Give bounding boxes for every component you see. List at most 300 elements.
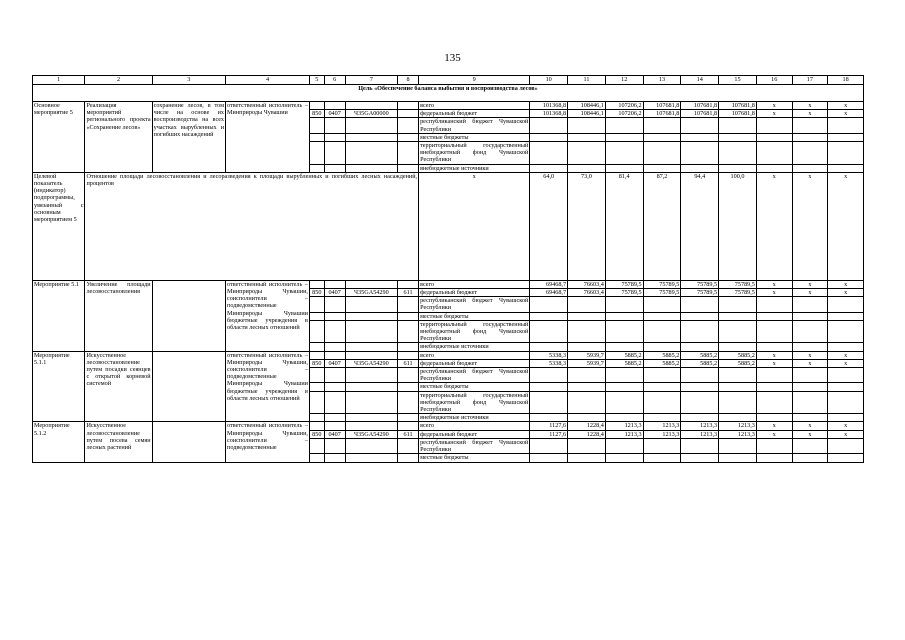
value-cell: x [792, 351, 828, 359]
value-cell: 108446,1 [568, 102, 606, 110]
code-cell [309, 438, 324, 453]
indicator-value: 81,4 [605, 172, 643, 280]
value-cell: x [756, 430, 792, 438]
value-cell [792, 414, 828, 422]
code-cell [398, 142, 419, 165]
code-cell [398, 280, 419, 288]
source-cell: федеральный бюджет [419, 359, 530, 367]
code-cell [345, 454, 397, 462]
source-cell: федеральный бюджет [419, 430, 530, 438]
code-cell [324, 142, 345, 165]
value-cell [530, 320, 568, 343]
value-cell [828, 297, 864, 312]
source-cell: всего [419, 102, 530, 110]
value-cell [530, 391, 568, 414]
code-cell: Ч35GA54290 [345, 359, 397, 367]
value-cell [719, 391, 757, 414]
value-cell [719, 368, 757, 383]
value-cell [792, 118, 828, 133]
value-cell [828, 383, 864, 391]
source-cell: внебюджетные источники [419, 343, 530, 351]
code-cell [345, 297, 397, 312]
value-cell: x [756, 359, 792, 367]
code-cell [309, 351, 324, 359]
code-cell [398, 351, 419, 359]
value-cell [605, 454, 643, 462]
value-cell: 107681,8 [719, 102, 757, 110]
value-cell [681, 142, 719, 165]
code-cell [345, 343, 397, 351]
code-cell: 0407 [324, 110, 345, 118]
value-cell: 1228,4 [568, 430, 606, 438]
value-cell: 1127,6 [530, 430, 568, 438]
header-cell: 5 [309, 76, 324, 85]
value-cell [568, 118, 606, 133]
header-cell: 18 [828, 76, 864, 85]
value-cell: 76603,4 [568, 289, 606, 297]
value-cell: 1213,3 [719, 430, 757, 438]
code-cell [398, 102, 419, 110]
value-cell: 75789,5 [719, 289, 757, 297]
value-cell [756, 454, 792, 462]
value-cell [756, 142, 792, 165]
value-cell [605, 133, 643, 141]
page-number: 135 [444, 52, 461, 64]
code-cell [398, 422, 419, 430]
source-cell: республиканский бюджет Чувашской Республики [420, 297, 529, 312]
goal-title: Цель «Обеспечение баланса выбытия и воспроизводства лесов» [33, 85, 864, 102]
value-cell [605, 164, 643, 172]
value-cell [568, 297, 606, 312]
code-cell [345, 118, 397, 133]
source-cell: территориальный государственный внебюджетный фонд Чувашской Республики [420, 142, 529, 164]
value-cell [643, 142, 681, 165]
code-cell [309, 142, 324, 165]
indicator-value: 100,0 [719, 172, 757, 280]
source-cell: местные бюджеты [419, 383, 530, 391]
value-cell [681, 383, 719, 391]
value-cell [605, 391, 643, 414]
value-cell [643, 368, 681, 383]
value-cell: x [756, 102, 792, 110]
value-cell [568, 142, 606, 165]
code-cell [324, 118, 345, 133]
value-cell [530, 118, 568, 133]
value-cell [828, 391, 864, 414]
value-cell [605, 312, 643, 320]
code-cell [309, 118, 324, 133]
value-cell [828, 438, 864, 453]
value-cell [792, 391, 828, 414]
value-cell [719, 118, 757, 133]
header-cell: 12 [605, 76, 643, 85]
value-cell: 5338,3 [530, 359, 568, 367]
indicator-value: x [756, 172, 792, 280]
value-cell: 75789,5 [605, 280, 643, 288]
indicator-value: 94,4 [681, 172, 719, 280]
code-cell: 850 [309, 289, 324, 297]
value-cell: 76603,4 [568, 280, 606, 288]
value-cell [792, 343, 828, 351]
cell-c2: Реализация мероприятий регионального проекта «Сохранение лесов» [85, 102, 152, 173]
cell-c1: Мероприятие 5.1.2 [33, 422, 85, 462]
value-cell [719, 297, 757, 312]
value-cell [530, 312, 568, 320]
value-cell [681, 320, 719, 343]
value-cell [756, 368, 792, 383]
source-cell: республиканский бюджет Чувашской Республики [420, 118, 529, 133]
value-cell [756, 164, 792, 172]
indicator-row [33, 172, 864, 280]
value-cell [530, 133, 568, 141]
value-cell: 101368,8 [530, 102, 568, 110]
value-cell: x [792, 102, 828, 110]
code-cell [398, 391, 419, 414]
program-table [32, 75, 864, 463]
code-cell [324, 454, 345, 462]
value-cell: x [828, 422, 864, 430]
value-cell [756, 438, 792, 453]
source-cell: федеральный бюджет [419, 289, 530, 297]
code-cell: 611 [398, 289, 419, 297]
value-cell [681, 438, 719, 453]
code-cell [309, 422, 324, 430]
value-cell [643, 383, 681, 391]
source-cell: всего [419, 280, 530, 288]
value-cell [756, 343, 792, 351]
cell-c4: ответственный исполнитель – Минприроды Чувашии, соисполнители – подведомственные [226, 422, 310, 462]
value-cell [756, 414, 792, 422]
value-cell [605, 414, 643, 422]
value-cell: x [756, 351, 792, 359]
value-cell [530, 454, 568, 462]
code-cell [398, 164, 419, 172]
code-cell: 611 [398, 430, 419, 438]
value-cell [792, 164, 828, 172]
value-cell [719, 454, 757, 462]
code-cell [345, 280, 397, 288]
value-cell: 107206,2 [605, 102, 643, 110]
value-cell [828, 414, 864, 422]
value-cell [828, 118, 864, 133]
value-cell [756, 133, 792, 141]
value-cell: x [792, 422, 828, 430]
value-cell [568, 343, 606, 351]
code-cell: 0407 [324, 359, 345, 367]
value-cell [568, 414, 606, 422]
value-cell [568, 391, 606, 414]
cell-c2: Увеличение площади лесовосстановления [85, 280, 152, 351]
code-cell [309, 343, 324, 351]
value-cell [828, 312, 864, 320]
code-cell [309, 414, 324, 422]
value-cell [681, 118, 719, 133]
code-cell [309, 297, 324, 312]
header-cell: 6 [324, 76, 345, 85]
code-cell: 0407 [324, 289, 345, 297]
header-cell: 8 [398, 76, 419, 85]
table-body [33, 76, 864, 463]
value-cell [756, 383, 792, 391]
code-cell [309, 320, 324, 343]
code-cell [324, 343, 345, 351]
source-cell: республиканский бюджет Чувашской Республики [420, 368, 529, 383]
value-cell: 5885,2 [605, 351, 643, 359]
code-cell [398, 368, 419, 383]
value-cell [643, 320, 681, 343]
value-cell [605, 343, 643, 351]
value-cell: 107681,8 [681, 102, 719, 110]
value-cell: 75789,5 [681, 289, 719, 297]
value-cell [756, 297, 792, 312]
value-cell [530, 414, 568, 422]
value-cell [681, 368, 719, 383]
source-cell: внебюджетные источники [419, 414, 530, 422]
value-cell [605, 383, 643, 391]
source-cell: внебюджетные источники [419, 164, 530, 172]
value-cell: 75789,5 [643, 280, 681, 288]
code-cell [309, 102, 324, 110]
code-cell [309, 368, 324, 383]
value-cell: 1213,3 [719, 422, 757, 430]
code-cell [398, 297, 419, 312]
code-cell [324, 280, 345, 288]
value-cell [792, 133, 828, 141]
value-cell: 75789,5 [605, 289, 643, 297]
indicator-c9: x [419, 172, 530, 280]
value-cell [719, 383, 757, 391]
source-cell: территориальный государственный внебюджетный фонд Чувашской Республики [420, 391, 529, 414]
source-cell: территориальный государственный внебюджетный фонд Чувашской Республики [420, 320, 529, 343]
value-cell: 5885,2 [643, 359, 681, 367]
value-cell [681, 454, 719, 462]
header-cell: 4 [226, 76, 310, 85]
header-cell: 3 [152, 76, 225, 85]
value-cell [756, 320, 792, 343]
value-cell [828, 133, 864, 141]
value-cell [605, 320, 643, 343]
value-cell [828, 320, 864, 343]
code-cell [324, 320, 345, 343]
source-cell: республиканский бюджет Чувашской Республики [420, 438, 529, 454]
value-cell [605, 438, 643, 453]
code-cell [345, 142, 397, 165]
cell-c3 [152, 422, 225, 462]
cell-c2: Искусственное лесовосстановление путем посадки сеянцев с открытой корневой системой [85, 351, 152, 422]
value-cell: 69468,7 [530, 289, 568, 297]
value-cell: 5885,2 [605, 359, 643, 367]
value-cell [681, 414, 719, 422]
header-cell: 1 [33, 76, 85, 85]
value-cell [719, 343, 757, 351]
value-cell [530, 343, 568, 351]
value-cell: x [756, 422, 792, 430]
value-cell [792, 383, 828, 391]
source-cell: местные бюджеты [419, 454, 530, 462]
code-cell [398, 133, 419, 141]
value-cell: 1213,3 [605, 422, 643, 430]
source-cell: всего [419, 351, 530, 359]
goal-row [33, 85, 864, 102]
value-cell [719, 320, 757, 343]
value-cell [756, 391, 792, 414]
value-cell [643, 297, 681, 312]
code-cell: Ч35GA54290 [345, 289, 397, 297]
table-row [33, 102, 864, 110]
indicator-text: Отношение площади лесовосстановления и лесоразведения к площади вырубленных и погибших лесных насаждений, процентов [85, 172, 419, 280]
table-row [33, 351, 864, 359]
value-cell [681, 164, 719, 172]
value-cell [643, 312, 681, 320]
value-cell [643, 343, 681, 351]
value-cell: 5885,2 [681, 359, 719, 367]
indicator-value: x [792, 172, 828, 280]
table-row [33, 422, 864, 430]
value-cell: x [828, 102, 864, 110]
code-cell [309, 391, 324, 414]
value-cell [568, 164, 606, 172]
code-cell: 850 [309, 110, 324, 118]
header-cell: 15 [719, 76, 757, 85]
value-cell: 75789,5 [719, 280, 757, 288]
code-cell [309, 164, 324, 172]
value-cell [643, 164, 681, 172]
value-cell: 75789,5 [643, 289, 681, 297]
cell-c4: ответственный исполнитель – Минприроды Чувашии, соисполнители – подведомственные Минприроды Чувашии бюджетные учреждения в области лесных отношений [226, 351, 310, 422]
header-cell: 2 [85, 76, 152, 85]
value-cell: x [828, 280, 864, 288]
value-cell [530, 142, 568, 165]
header-cell: 13 [643, 76, 681, 85]
value-cell: 1213,3 [681, 422, 719, 430]
value-cell: x [792, 110, 828, 118]
value-cell: 108446,1 [568, 110, 606, 118]
value-cell: 107206,2 [605, 110, 643, 118]
cell-c3: сохранение лесов, в том числе на основе их воспроизводства на всех участках вырубленных и погибших насаждений [152, 102, 225, 173]
code-cell: 0407 [324, 430, 345, 438]
source-cell: федеральный бюджет [419, 110, 530, 118]
value-cell: x [828, 289, 864, 297]
code-cell [309, 312, 324, 320]
table-row [33, 280, 864, 288]
value-cell: 107681,8 [643, 102, 681, 110]
value-cell [568, 438, 606, 453]
code-cell [324, 422, 345, 430]
value-cell: 1228,4 [568, 422, 606, 430]
value-cell: 5885,2 [719, 359, 757, 367]
value-cell [792, 142, 828, 165]
value-cell [568, 133, 606, 141]
value-cell [828, 164, 864, 172]
value-cell: 5939,7 [568, 359, 606, 367]
value-cell [530, 164, 568, 172]
value-cell: 5885,2 [681, 351, 719, 359]
code-cell [309, 454, 324, 462]
value-cell: x [756, 280, 792, 288]
cell-c3 [152, 280, 225, 351]
cell-c3 [152, 351, 225, 422]
value-cell: 5939,7 [568, 351, 606, 359]
value-cell [605, 368, 643, 383]
value-cell [719, 414, 757, 422]
code-cell: 850 [309, 430, 324, 438]
header-cell: 11 [568, 76, 606, 85]
value-cell [719, 438, 757, 453]
code-cell [398, 110, 419, 118]
value-cell [792, 297, 828, 312]
value-cell: 1213,3 [643, 430, 681, 438]
value-cell [643, 454, 681, 462]
code-cell [398, 454, 419, 462]
indicator-value: 87,2 [643, 172, 681, 280]
value-cell: x [828, 430, 864, 438]
code-cell [324, 368, 345, 383]
code-cell [398, 438, 419, 453]
code-cell [345, 368, 397, 383]
code-cell [324, 438, 345, 453]
header-cell: 10 [530, 76, 568, 85]
value-cell [681, 312, 719, 320]
header-cell: 16 [756, 76, 792, 85]
value-cell: 5885,2 [719, 351, 757, 359]
value-cell [568, 312, 606, 320]
value-cell: 75789,5 [681, 280, 719, 288]
value-cell [792, 368, 828, 383]
code-cell [309, 383, 324, 391]
value-cell [681, 297, 719, 312]
value-cell: x [792, 359, 828, 367]
code-cell: Ч35GA00000 [345, 110, 397, 118]
code-cell [324, 391, 345, 414]
cell-c4: ответственный исполнитель – Минприроды Чувашии, соисполнители – подведомственные Минприроды Чувашии бюджетные учреждения в области лесных отношений [226, 280, 310, 351]
value-cell [828, 454, 864, 462]
code-cell [345, 102, 397, 110]
indicator-label: Целевой показатель (индикатор) подпрограммы, увязанный с основным мероприятием 5 [33, 172, 85, 280]
code-cell [398, 414, 419, 422]
code-cell [345, 422, 397, 430]
value-cell [530, 383, 568, 391]
value-cell [643, 391, 681, 414]
code-cell [398, 343, 419, 351]
code-cell: 850 [309, 359, 324, 367]
source-cell: местные бюджеты [419, 312, 530, 320]
value-cell: 107681,8 [643, 110, 681, 118]
value-cell: x [828, 110, 864, 118]
value-cell: 101368,8 [530, 110, 568, 118]
code-cell [345, 414, 397, 422]
header-row [33, 76, 864, 85]
value-cell: 107681,8 [681, 110, 719, 118]
code-cell [398, 118, 419, 133]
value-cell [681, 133, 719, 141]
value-cell: x [828, 351, 864, 359]
indicator-value: x [828, 172, 864, 280]
code-cell [345, 438, 397, 453]
code-cell [324, 351, 345, 359]
code-cell [309, 280, 324, 288]
indicator-value: 64,0 [530, 172, 568, 280]
cell-c1: Мероприятие 5.1.1 [33, 351, 85, 422]
source-cell: местные бюджеты [419, 133, 530, 141]
code-cell [345, 383, 397, 391]
value-cell: 1127,6 [530, 422, 568, 430]
value-cell: 5885,2 [643, 351, 681, 359]
header-cell: 17 [792, 76, 828, 85]
value-cell [643, 414, 681, 422]
value-cell [530, 297, 568, 312]
value-cell: 69468,7 [530, 280, 568, 288]
value-cell [605, 297, 643, 312]
